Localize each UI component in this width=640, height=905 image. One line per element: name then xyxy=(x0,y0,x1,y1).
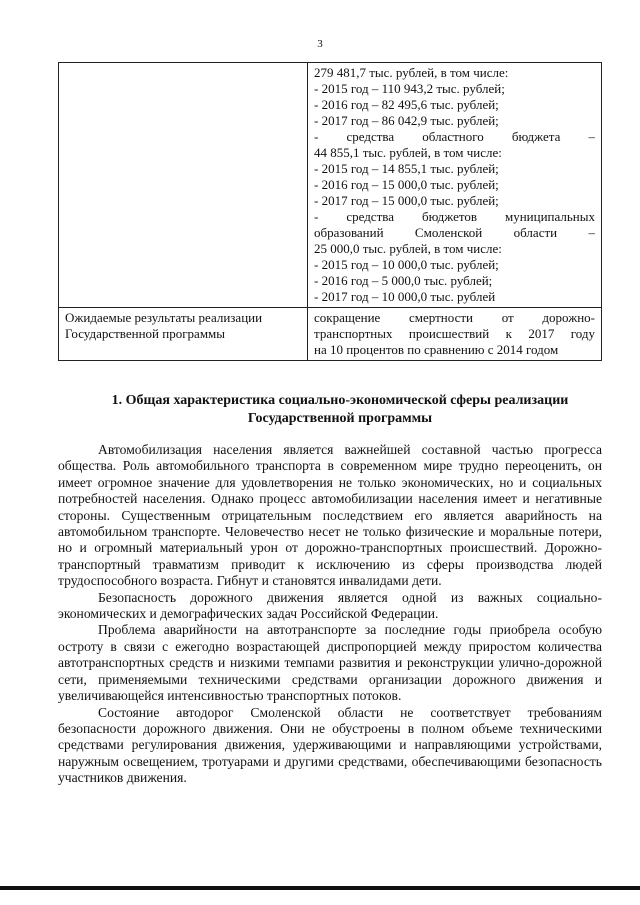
table-row-expected-results xyxy=(59,308,602,361)
scan-bottom-edge xyxy=(0,886,640,890)
section-title: 1. Общая характеристика социально-экономической сферы реализации Государственной программы xyxy=(111,393,569,426)
funding-line: 279 481,7 тыс. рублей, в том числе: xyxy=(314,65,509,80)
expected-results-line: сокращение смертности от дорожно- xyxy=(314,310,595,325)
expected-results-line: транспортных происшествий к 2017 году xyxy=(314,326,595,341)
funding-line: - средства областного бюджета – xyxy=(314,129,595,144)
funding-line: образований Смоленской области – xyxy=(314,225,595,240)
paragraph: Проблема аварийности на автотранспорте за последние годы приобрела особую остроту в связи с ежегодно возрастающей диспропорцией между приростом количества автотранспортных средств и низкими темпами развития и реконструкции улично-дорожной сети, применяемыми техническими средствами организации дорожного движения и увеличивающейся интенсивностью транспортных потоков. xyxy=(58,622,602,704)
body-text xyxy=(58,442,602,787)
table-cell-expected-results xyxy=(308,308,602,361)
funding-line: - 2016 год – 82 495,6 тыс. рублей; xyxy=(314,97,499,112)
funding-line: - 2015 год – 110 943,2 тыс. рублей; xyxy=(314,81,505,96)
funding-line: 44 855,1 тыс. рублей, в том числе: xyxy=(314,145,502,160)
paragraph: Автомобилизация населения является важнейшей составной частью прогресса общества. Роль автомобильного транспорта в современном мире трудно переоценить, он имеет огромное значение для удовлетворения не только экономических, но и социальных потребностей населения. Однако процесс автомобилизации населения имеет и негативные стороны. Существенным отрицательным последствием его является аварийность на автомобильном транспорте. Человечество несет не только физические и моральные потери, но и огромный материальный урон от дорожно-транспортных происшествий. Дорожно-транспортный травматизм приводит к исключению из сферы производства людей трудоспособного возраста. Гибнут и становятся инвалидами дети. xyxy=(58,442,602,589)
expected-results-line: на 10 процентов по сравнению с 2014 годом xyxy=(314,342,559,357)
table-cell-empty xyxy=(59,63,308,308)
funding-line: - 2015 год – 10 000,0 тыс. рублей; xyxy=(314,257,499,272)
funding-line: - 2017 год – 15 000,0 тыс. рублей; xyxy=(314,193,499,208)
funding-line: - 2016 год – 15 000,0 тыс. рублей; xyxy=(314,177,499,192)
table-cell-funding xyxy=(308,63,602,308)
paragraph: Безопасность дорожного движения является одной из важных социально-экономических и демографических задач Российской Федерации. xyxy=(58,589,602,622)
funding-line: - 2017 год – 86 042,9 тыс. рублей; xyxy=(314,113,499,128)
funding-line: - 2015 год – 14 855,1 тыс. рублей; xyxy=(314,161,499,176)
funding-line: 25 000,0 тыс. рублей, в том числе: xyxy=(314,241,502,256)
funding-line: - 2016 год – 5 000,0 тыс. рублей; xyxy=(314,273,493,288)
table-row-funding xyxy=(59,63,602,308)
funding-line: - средства бюджетов муниципальных xyxy=(314,209,595,224)
funding-line: - 2017 год – 10 000,0 тыс. рублей xyxy=(314,289,496,304)
paragraph: Состояние автодорог Смоленской области не соответствует требованиям безопасности дорожного движения. Они не обустроены в полном объеме техническими средствами регулирования движения, удерживающими и направляющими устройствами, наружным освещением, тротуарами и другими средствами, обеспечивающими безопасность участников движения. xyxy=(58,704,602,786)
expected-results-label: Ожидаемые результаты реализации Государственной программы xyxy=(59,308,308,361)
program-passport-table xyxy=(58,62,602,361)
page-number: 3 xyxy=(317,38,323,50)
